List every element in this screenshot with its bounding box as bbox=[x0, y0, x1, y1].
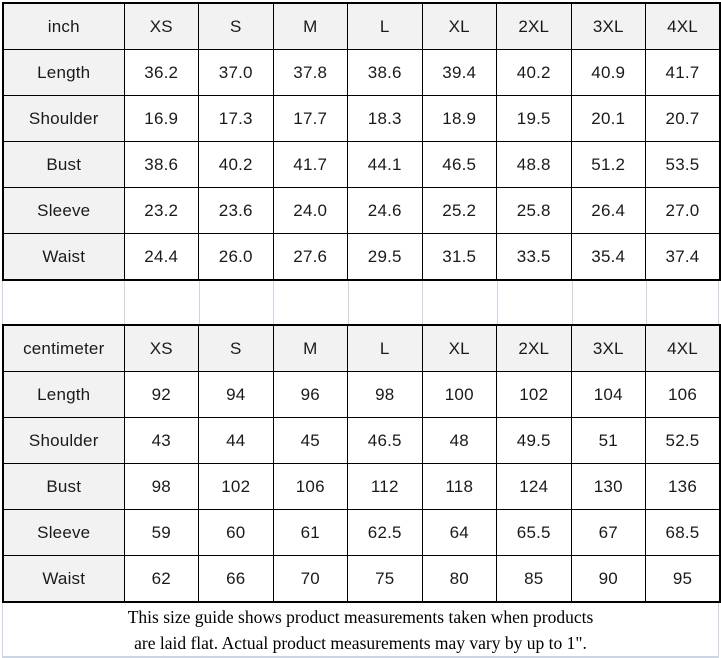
measurement-row-label: Sleeve bbox=[3, 510, 124, 556]
measurement-cell: 118 bbox=[422, 464, 497, 510]
measurement-cell: 112 bbox=[348, 464, 423, 510]
measurement-cell: 20.7 bbox=[646, 96, 721, 142]
measurement-row bbox=[3, 50, 720, 96]
size-column-header: XL bbox=[422, 325, 497, 372]
measurement-cell: 106 bbox=[273, 464, 348, 510]
measurement-cell: 27.6 bbox=[273, 234, 348, 281]
measurement-cell: 16.9 bbox=[124, 96, 199, 142]
measurement-cell: 24.0 bbox=[273, 188, 348, 234]
measurement-cell: 26.4 bbox=[571, 188, 646, 234]
centimeter-size-table bbox=[2, 324, 721, 603]
measurement-cell: 31.5 bbox=[422, 234, 497, 281]
measurement-cell: 98 bbox=[348, 372, 423, 418]
gap-gridline-cell bbox=[200, 281, 275, 324]
measurement-row bbox=[3, 418, 720, 464]
size-column-header: XS bbox=[124, 3, 199, 50]
size-column-header: L bbox=[348, 3, 423, 50]
size-column-header: L bbox=[348, 325, 423, 372]
measurement-cell: 75 bbox=[348, 556, 423, 603]
measurement-row bbox=[3, 510, 720, 556]
measurement-cell: 130 bbox=[571, 464, 646, 510]
measurement-row bbox=[3, 188, 720, 234]
measurement-row-label: Length bbox=[3, 50, 124, 96]
size-guide-disclaimer bbox=[2, 603, 719, 658]
measurement-cell: 20.1 bbox=[571, 96, 646, 142]
inch-header-row bbox=[3, 3, 720, 50]
size-column-header: S bbox=[199, 3, 274, 50]
measurement-cell: 27.0 bbox=[646, 188, 721, 234]
measurement-cell: 45 bbox=[273, 418, 348, 464]
measurement-cell: 37.8 bbox=[273, 50, 348, 96]
measurement-row bbox=[3, 142, 720, 188]
measurement-cell: 39.4 bbox=[422, 50, 497, 96]
measurement-cell: 43 bbox=[124, 418, 199, 464]
measurement-row bbox=[3, 464, 720, 510]
measurement-cell: 38.6 bbox=[348, 50, 423, 96]
measurement-cell: 33.5 bbox=[497, 234, 572, 281]
gap-gridline-cell bbox=[274, 281, 349, 324]
measurement-cell: 136 bbox=[646, 464, 721, 510]
measurement-cell: 102 bbox=[199, 464, 274, 510]
gap-gridline-cell bbox=[349, 281, 424, 324]
measurement-cell: 90 bbox=[571, 556, 646, 603]
measurement-cell: 29.5 bbox=[348, 234, 423, 281]
measurement-row-label: Waist bbox=[3, 556, 124, 603]
measurement-cell: 85 bbox=[497, 556, 572, 603]
measurement-cell: 62 bbox=[124, 556, 199, 603]
measurement-row-label: Bust bbox=[3, 142, 124, 188]
measurement-cell: 23.2 bbox=[124, 188, 199, 234]
measurement-cell: 17.7 bbox=[273, 96, 348, 142]
measurement-cell: 38.6 bbox=[124, 142, 199, 188]
gap-gridline-cell bbox=[647, 281, 721, 324]
measurement-cell: 46.5 bbox=[422, 142, 497, 188]
measurement-cell: 66 bbox=[199, 556, 274, 603]
measurement-row-label: Shoulder bbox=[3, 418, 124, 464]
measurement-cell: 40.2 bbox=[497, 50, 572, 96]
measurement-cell: 60 bbox=[199, 510, 274, 556]
measurement-row bbox=[3, 234, 720, 281]
measurement-cell: 53.5 bbox=[646, 142, 721, 188]
measurement-cell: 92 bbox=[124, 372, 199, 418]
measurement-cell: 37.4 bbox=[646, 234, 721, 281]
size-column-header: XL bbox=[422, 3, 497, 50]
measurement-cell: 19.5 bbox=[497, 96, 572, 142]
measurement-cell: 23.6 bbox=[199, 188, 274, 234]
size-column-header: S bbox=[199, 325, 274, 372]
measurement-cell: 41.7 bbox=[273, 142, 348, 188]
measurement-cell: 24.4 bbox=[124, 234, 199, 281]
measurement-cell: 46.5 bbox=[348, 418, 423, 464]
measurement-cell: 44.1 bbox=[348, 142, 423, 188]
size-column-header: 4XL bbox=[646, 3, 721, 50]
size-column-header: 3XL bbox=[571, 325, 646, 372]
measurement-cell: 26.0 bbox=[199, 234, 274, 281]
measurement-cell: 17.3 bbox=[199, 96, 274, 142]
size-column-header: XS bbox=[124, 325, 199, 372]
measurement-cell: 48.8 bbox=[497, 142, 572, 188]
measurement-cell: 25.2 bbox=[422, 188, 497, 234]
measurement-row-label: Length bbox=[3, 372, 124, 418]
measurement-cell: 102 bbox=[497, 372, 572, 418]
gap-gridline-cell bbox=[573, 281, 648, 324]
measurement-cell: 18.3 bbox=[348, 96, 423, 142]
measurement-cell: 104 bbox=[571, 372, 646, 418]
disclaimer-line-1: This size guide shows product measurements taken when products bbox=[127, 606, 594, 627]
table-gap-gridlines bbox=[2, 281, 719, 324]
unit-label-centimeter: centimeter bbox=[3, 325, 124, 372]
measurement-row-label: Bust bbox=[3, 464, 124, 510]
size-column-header: 3XL bbox=[571, 3, 646, 50]
measurement-cell: 37.0 bbox=[199, 50, 274, 96]
measurement-cell: 70 bbox=[273, 556, 348, 603]
measurement-row-label: Waist bbox=[3, 234, 124, 281]
measurement-cell: 24.6 bbox=[348, 188, 423, 234]
gap-gridline-cell bbox=[423, 281, 498, 324]
measurement-cell: 35.4 bbox=[571, 234, 646, 281]
measurement-cell: 41.7 bbox=[646, 50, 721, 96]
measurement-cell: 64 bbox=[422, 510, 497, 556]
measurement-cell: 36.2 bbox=[124, 50, 199, 96]
centimeter-header-row bbox=[3, 325, 720, 372]
measurement-cell: 94 bbox=[199, 372, 274, 418]
measurement-cell: 61 bbox=[273, 510, 348, 556]
measurement-cell: 65.5 bbox=[497, 510, 572, 556]
measurement-cell: 96 bbox=[273, 372, 348, 418]
measurement-cell: 40.2 bbox=[199, 142, 274, 188]
measurement-cell: 48 bbox=[422, 418, 497, 464]
unit-label-inch: inch bbox=[3, 3, 124, 50]
gap-gridline-cell bbox=[498, 281, 573, 324]
measurement-cell: 51.2 bbox=[571, 142, 646, 188]
size-column-header: M bbox=[273, 325, 348, 372]
measurement-cell: 44 bbox=[199, 418, 274, 464]
measurement-cell: 59 bbox=[124, 510, 199, 556]
gap-gridline-cell bbox=[3, 281, 125, 324]
measurement-cell: 18.9 bbox=[422, 96, 497, 142]
size-column-header: 2XL bbox=[497, 325, 572, 372]
inch-size-table bbox=[2, 2, 721, 281]
measurement-cell: 52.5 bbox=[646, 418, 721, 464]
size-column-header: M bbox=[273, 3, 348, 50]
size-column-header: 4XL bbox=[646, 325, 721, 372]
measurement-cell: 95 bbox=[646, 556, 721, 603]
measurement-cell: 106 bbox=[646, 372, 721, 418]
measurement-cell: 62.5 bbox=[348, 510, 423, 556]
measurement-cell: 100 bbox=[422, 372, 497, 418]
measurement-cell: 25.8 bbox=[497, 188, 572, 234]
disclaimer-line-2: are laid flat. Actual product measurements may vary by up to 1". bbox=[134, 632, 587, 653]
measurement-row bbox=[3, 372, 720, 418]
measurement-row bbox=[3, 556, 720, 603]
measurement-cell: 98 bbox=[124, 464, 199, 510]
size-column-header: 2XL bbox=[497, 3, 572, 50]
measurement-cell: 49.5 bbox=[497, 418, 572, 464]
measurement-row-label: Sleeve bbox=[3, 188, 124, 234]
measurement-cell: 40.9 bbox=[571, 50, 646, 96]
measurement-cell: 68.5 bbox=[646, 510, 721, 556]
measurement-cell: 124 bbox=[497, 464, 572, 510]
measurement-row-label: Shoulder bbox=[3, 96, 124, 142]
measurement-row bbox=[3, 96, 720, 142]
measurement-cell: 51 bbox=[571, 418, 646, 464]
gap-gridline-cell bbox=[125, 281, 200, 324]
measurement-cell: 80 bbox=[422, 556, 497, 603]
measurement-cell: 67 bbox=[571, 510, 646, 556]
